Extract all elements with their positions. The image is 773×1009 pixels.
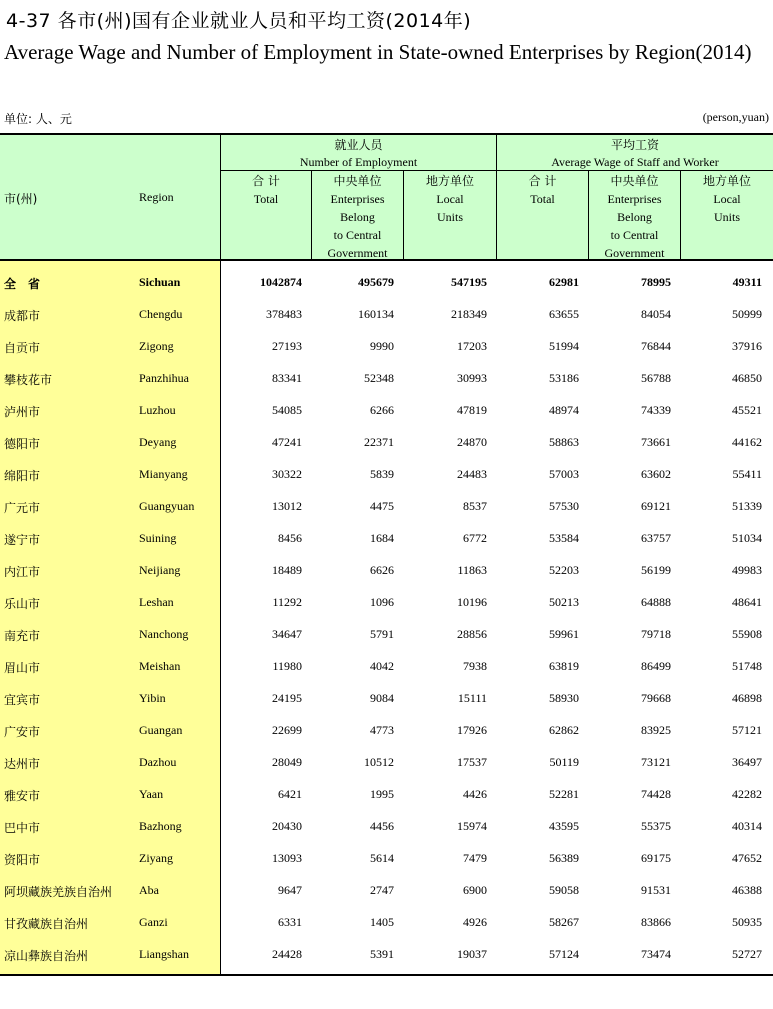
- col-label-en: Belong: [617, 210, 652, 224]
- cell-value: 24195: [272, 691, 302, 705]
- col-label-en: Units: [713, 210, 740, 224]
- cell-value: 83866: [641, 915, 671, 929]
- region-name-en: Meishan: [139, 659, 181, 673]
- col-label-cn: 中央单位: [610, 174, 659, 188]
- table-bottom-rule: [0, 974, 773, 976]
- cell-value: 30993: [457, 371, 487, 385]
- table-row: [0, 522, 773, 554]
- region-name-en: Liangshan: [139, 947, 189, 961]
- region-name-en: Aba: [139, 883, 159, 897]
- region-name-cn: 宜宾市: [4, 693, 41, 707]
- cell-value: 4773: [370, 723, 394, 737]
- cell-value: 5791: [370, 627, 394, 641]
- region-name-en: Nanchong: [139, 627, 189, 641]
- cell-value: 218349: [451, 307, 487, 321]
- cell-value: 40314: [732, 819, 762, 833]
- cell-value: 6266: [370, 403, 394, 417]
- cell-value: 18489: [272, 563, 302, 577]
- cell-value: 49983: [732, 563, 762, 577]
- region-name-en: Luzhou: [139, 403, 176, 417]
- cell-value: 73474: [641, 947, 671, 961]
- cell-value: 34647: [272, 627, 302, 641]
- cell-value: 50213: [549, 595, 579, 609]
- cell-value: 46850: [732, 371, 762, 385]
- region-name-cn: 乐山市: [4, 597, 41, 611]
- cell-value: 46388: [732, 883, 762, 897]
- col-label-en: Local: [436, 192, 464, 206]
- cell-value: 47652: [732, 851, 762, 865]
- cell-value: 5839: [370, 467, 394, 481]
- unit-label-en: (person,yuan): [702, 110, 769, 124]
- table-row: [0, 554, 773, 586]
- table-row: [0, 330, 773, 362]
- cell-value: 46898: [732, 691, 762, 705]
- cell-value: 49311: [732, 275, 762, 289]
- region-name-cn: 自贡市: [4, 341, 41, 355]
- cell-value: 8537: [463, 499, 487, 513]
- cell-value: 73661: [641, 435, 671, 449]
- cell-value: 4475: [370, 499, 394, 513]
- region-name-en: Yaan: [139, 787, 164, 801]
- cell-value: 22699: [272, 723, 302, 737]
- cell-value: 495679: [358, 275, 394, 289]
- cell-value: 57003: [549, 467, 579, 481]
- region-name-en: Zigong: [139, 339, 174, 353]
- region-name-cn: 广安市: [4, 725, 41, 739]
- cell-value: 51994: [549, 339, 579, 353]
- col-label-cn: 地方单位: [425, 174, 474, 188]
- cell-value: 57530: [549, 499, 579, 513]
- header-employment-en: Number of Employment: [299, 155, 418, 169]
- unit-label-cn: 单位: 人、元: [4, 112, 72, 126]
- cell-value: 17537: [457, 755, 487, 769]
- cell-value: 160134: [358, 307, 394, 321]
- cell-value: 56389: [549, 851, 579, 865]
- region-name-en: Suining: [139, 531, 177, 545]
- cell-value: 1042874: [260, 275, 302, 289]
- cell-value: 54085: [272, 403, 302, 417]
- cell-value: 9990: [370, 339, 394, 353]
- cell-value: 69175: [641, 851, 671, 865]
- cell-value: 58863: [549, 435, 579, 449]
- col-label-en: Total: [253, 192, 279, 206]
- cell-value: 4926: [463, 915, 487, 929]
- header-wage-en: Average Wage of Staff and Worker: [551, 155, 719, 169]
- cell-value: 8456: [278, 531, 302, 545]
- col-label-en: Local: [713, 192, 741, 206]
- region-name-cn: 广元市: [4, 501, 41, 515]
- cell-value: 7479: [463, 851, 487, 865]
- cell-value: 84054: [641, 307, 671, 321]
- cell-value: 63757: [641, 531, 671, 545]
- cell-value: 83341: [272, 371, 302, 385]
- cell-value: 63602: [641, 467, 671, 481]
- cell-value: 4042: [370, 659, 394, 673]
- region-name-cn: 凉山彝族自治州: [4, 949, 89, 963]
- region-name-cn: 遂宁市: [4, 533, 41, 547]
- header-region-en: Region: [139, 190, 174, 204]
- cell-value: 53186: [549, 371, 579, 385]
- cell-value: 17926: [457, 723, 487, 737]
- header-col-wage-local: [681, 172, 773, 226]
- cell-value: 1995: [370, 787, 394, 801]
- cell-value: 6900: [463, 883, 487, 897]
- cell-value: 56199: [641, 563, 671, 577]
- cell-value: 6421: [278, 787, 302, 801]
- col-label-en: Government: [604, 246, 665, 260]
- cell-value: 50935: [732, 915, 762, 929]
- cell-value: 11863: [457, 563, 487, 577]
- table-row: [0, 458, 773, 490]
- cell-value: 59058: [549, 883, 579, 897]
- cell-value: 17203: [457, 339, 487, 353]
- cell-value: 6772: [463, 531, 487, 545]
- region-name-en: Dazhou: [139, 755, 177, 769]
- col-label-en: to Central: [610, 228, 659, 242]
- cell-value: 22371: [364, 435, 394, 449]
- cell-value: 6626: [370, 563, 394, 577]
- cell-value: 10512: [364, 755, 394, 769]
- col-label-cn: 合 计: [252, 174, 280, 188]
- cell-value: 62862: [549, 723, 579, 737]
- cell-value: 76844: [641, 339, 671, 353]
- cell-value: 52348: [364, 371, 394, 385]
- col-label-en: Belong: [340, 210, 375, 224]
- header-employment-cn: 就业人员: [334, 138, 383, 152]
- region-name-en: Ganzi: [139, 915, 168, 929]
- col-label-cn: 合 计: [528, 174, 557, 188]
- page-title-en: Average Wage and Number of Employment in State-owned Enterprises by Region(2014): [4, 40, 752, 64]
- header-wage-group: [497, 137, 773, 171]
- cell-value: 63819: [549, 659, 579, 673]
- cell-value: 10196: [457, 595, 487, 609]
- cell-value: 45521: [732, 403, 762, 417]
- cell-value: 28856: [457, 627, 487, 641]
- cell-value: 1096: [370, 595, 394, 609]
- region-name-cn: 成都市: [4, 309, 41, 323]
- cell-value: 24870: [457, 435, 487, 449]
- region-name-cn: 眉山市: [4, 661, 41, 675]
- cell-value: 27193: [272, 339, 302, 353]
- region-name-en: Guangan: [139, 723, 183, 737]
- table-row: [0, 426, 773, 458]
- cell-value: 91531: [641, 883, 671, 897]
- cell-value: 378483: [266, 307, 302, 321]
- cell-value: 79718: [641, 627, 671, 641]
- cell-value: 74428: [641, 787, 671, 801]
- cell-value: 19037: [457, 947, 487, 961]
- col-label-en: Government: [327, 246, 388, 260]
- cell-value: 4426: [463, 787, 487, 801]
- cell-value: 51339: [732, 499, 762, 513]
- cell-value: 69121: [641, 499, 671, 513]
- cell-value: 59961: [549, 627, 579, 641]
- region-name-en: Panzhihua: [139, 371, 189, 385]
- header-col-wage-total: [497, 172, 588, 208]
- cell-value: 83925: [641, 723, 671, 737]
- cell-value: 37916: [732, 339, 762, 353]
- table-row: [0, 650, 773, 682]
- cell-value: 50119: [549, 755, 579, 769]
- table-row: [0, 906, 773, 938]
- cell-value: 15111: [457, 691, 487, 705]
- col-label-cn: 地方单位: [702, 174, 751, 188]
- cell-value: 24428: [272, 947, 302, 961]
- cell-value: 6331: [278, 915, 302, 929]
- table-row: [0, 874, 773, 906]
- cell-value: 9084: [370, 691, 394, 705]
- table-row: [0, 298, 773, 330]
- cell-value: 52727: [732, 947, 762, 961]
- table-row: [0, 266, 773, 298]
- region-name-en: Sichuan: [139, 275, 181, 289]
- cell-value: 36497: [732, 755, 762, 769]
- cell-value: 13093: [272, 851, 302, 865]
- cell-value: 2747: [370, 883, 394, 897]
- region-name-en: Leshan: [139, 595, 174, 609]
- region-name-cn: 雅安市: [4, 789, 41, 803]
- cell-value: 24483: [457, 467, 487, 481]
- region-name-cn: 达州市: [4, 757, 41, 771]
- cell-value: 51748: [732, 659, 762, 673]
- cell-value: 78995: [641, 275, 671, 289]
- cell-value: 48974: [549, 403, 579, 417]
- table-row: [0, 362, 773, 394]
- region-name-en: Mianyang: [139, 467, 188, 481]
- cell-value: 20430: [272, 819, 302, 833]
- cell-value: 11980: [272, 659, 302, 673]
- cell-value: 51034: [732, 531, 762, 545]
- cell-value: 547195: [451, 275, 487, 289]
- table-row: [0, 490, 773, 522]
- region-name-cn: 全 省: [4, 277, 41, 291]
- col-label-en: Enterprises: [330, 192, 385, 206]
- header-employment-group: [221, 137, 496, 171]
- cell-value: 1684: [370, 531, 394, 545]
- table-row: [0, 810, 773, 842]
- header-col-emp-total: [221, 172, 311, 208]
- page-title-cn: 4-37 各市(州)国有企业就业人员和平均工资(2014年): [6, 10, 472, 32]
- col-label-en: Enterprises: [607, 192, 662, 206]
- table-row: [0, 746, 773, 778]
- cell-value: 11292: [272, 595, 302, 609]
- table-row: [0, 682, 773, 714]
- cell-value: 42282: [732, 787, 762, 801]
- cell-value: 47819: [457, 403, 487, 417]
- cell-value: 53584: [549, 531, 579, 545]
- region-name-en: Chengdu: [139, 307, 183, 321]
- region-name-cn: 巴中市: [4, 821, 41, 835]
- cell-value: 86499: [641, 659, 671, 673]
- cell-value: 55375: [641, 819, 671, 833]
- table-row: [0, 394, 773, 426]
- region-name-en: Deyang: [139, 435, 177, 449]
- region-name-cn: 内江市: [4, 565, 41, 579]
- col-label-en: Units: [436, 210, 463, 224]
- table-row: [0, 714, 773, 746]
- cell-value: 44162: [732, 435, 762, 449]
- region-name-cn: 南充市: [4, 629, 41, 643]
- table-row: [0, 586, 773, 618]
- cell-value: 50999: [732, 307, 762, 321]
- cell-value: 58267: [549, 915, 579, 929]
- cell-value: 5614: [370, 851, 394, 865]
- header-col-emp-central: [312, 172, 403, 262]
- cell-value: 7938: [463, 659, 487, 673]
- cell-value: 55908: [732, 627, 762, 641]
- region-name-cn: 泸州市: [4, 405, 41, 419]
- cell-value: 9647: [278, 883, 302, 897]
- header-wage-cn: 平均工资: [610, 138, 659, 152]
- cell-value: 56788: [641, 371, 671, 385]
- cell-value: 79668: [641, 691, 671, 705]
- cell-value: 1405: [370, 915, 394, 929]
- cell-value: 4456: [370, 819, 394, 833]
- cell-value: 28049: [272, 755, 302, 769]
- region-name-cn: 甘孜藏族自治州: [4, 917, 89, 931]
- region-name-cn: 攀枝花市: [4, 373, 53, 387]
- cell-value: 74339: [641, 403, 671, 417]
- cell-value: 30322: [272, 467, 302, 481]
- cell-value: 52281: [549, 787, 579, 801]
- header-col-wage-central: [589, 172, 680, 262]
- cell-value: 5391: [370, 947, 394, 961]
- table-row: [0, 618, 773, 650]
- region-name-en: Yibin: [139, 691, 166, 705]
- cell-value: 57124: [549, 947, 579, 961]
- cell-value: 62981: [549, 275, 579, 289]
- cell-value: 57121: [732, 723, 762, 737]
- region-name-cn: 德阳市: [4, 437, 41, 451]
- cell-value: 63655: [549, 307, 579, 321]
- cell-value: 48641: [732, 595, 762, 609]
- cell-value: 58930: [549, 691, 579, 705]
- region-name-cn: 绵阳市: [4, 469, 41, 483]
- table-row: [0, 938, 773, 970]
- region-name-cn: 阿坝藏族羌族自治州: [4, 885, 113, 899]
- cell-value: 15974: [457, 819, 487, 833]
- col-label-en: to Central: [333, 228, 382, 242]
- cell-value: 55411: [732, 467, 762, 481]
- cell-value: 47241: [272, 435, 302, 449]
- cell-value: 73121: [641, 755, 671, 769]
- region-name-en: Bazhong: [139, 819, 182, 833]
- region-name-en: Guangyuan: [139, 499, 195, 513]
- region-name-en: Neijiang: [139, 563, 181, 577]
- header-col-emp-local: [404, 172, 496, 226]
- col-label-en: Total: [530, 192, 555, 206]
- cell-value: 43595: [549, 819, 579, 833]
- col-label-cn: 中央单位: [333, 174, 382, 188]
- cell-value: 64888: [641, 595, 671, 609]
- table-row: [0, 842, 773, 874]
- table-row: [0, 778, 773, 810]
- cell-value: 52203: [549, 563, 579, 577]
- header-city-cn: 市(州): [4, 192, 38, 206]
- region-name-cn: 资阳市: [4, 853, 41, 867]
- cell-value: 13012: [272, 499, 302, 513]
- region-name-en: Ziyang: [139, 851, 173, 865]
